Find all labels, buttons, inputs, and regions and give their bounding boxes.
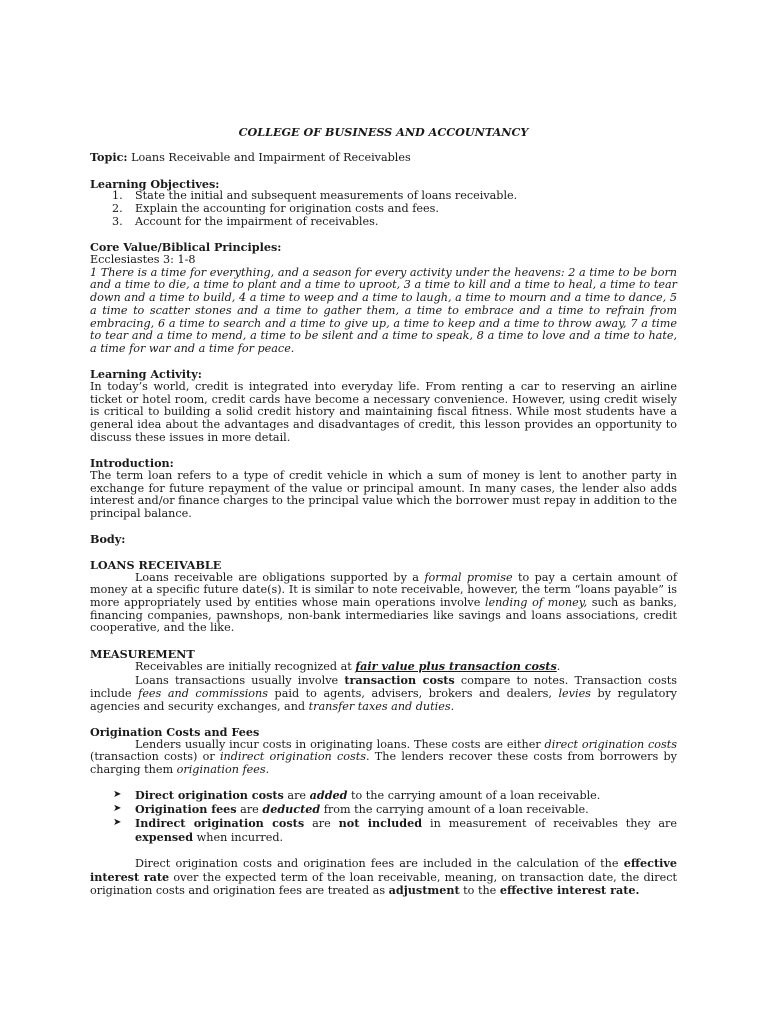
activity-heading: Learning Activity:: [90, 367, 202, 382]
text-run: transfer taxes and duties.: [308, 699, 455, 713]
text-run: adjustment: [388, 883, 460, 898]
text-run: from the carrying amount of a loan receivable.: [320, 803, 589, 817]
body-heading: Body:: [90, 532, 126, 547]
objective-text: State the initial and subsequent measurements of loans receivable.: [135, 189, 518, 203]
text-run: (transaction costs) or: [90, 750, 220, 764]
text-run: to the carrying amount of a loan receivable.: [347, 789, 601, 803]
objectives-heading: Learning Objectives:: [90, 176, 220, 191]
text-run: direct origination costs: [544, 737, 677, 751]
origination-heading: Origination Costs and Fees: [90, 724, 260, 739]
text-run: in measurement of receivables they are: [422, 816, 677, 830]
text-run: . The lenders recover these costs from borrowers by charging them: [90, 750, 677, 777]
college-header: COLLEGE OF BUSINESS AND ACCOUNTANCY: [238, 125, 529, 139]
objectives-list: [90, 190, 677, 228]
text-run: lending of money,: [484, 595, 588, 609]
text-run: fees and commissions: [138, 686, 268, 700]
text-run: formal promise: [424, 570, 513, 584]
text-run: compare to notes. Transaction costs include: [90, 674, 677, 700]
introduction-text: The term loan refers to a type of credit vehicle in which a sum of money is lent to another party in exchange for future repayment of the value or principal amount. In many cases, the lender also adds interest and/or finance charges to the principal value which the borrower must repay in addition to the principal balance.: [90, 468, 677, 521]
arrowhead-bullet-icon: ➤: [113, 803, 122, 815]
origination-bullet-list: [90, 789, 677, 844]
bullet-item: [90, 803, 677, 817]
bullet-item: [90, 789, 677, 803]
text-run: Loans transactions usually involve: [135, 674, 345, 688]
text-run: deducted: [262, 802, 321, 817]
loans-paragraph: [90, 572, 677, 636]
text-run: Indirect origination costs: [135, 815, 305, 830]
objective-item: [90, 216, 677, 229]
text-run: when incurred.: [193, 830, 284, 844]
text-run: Origination fees: [135, 802, 237, 817]
text-run: Direct origination costs and origination fees are included in the calculation of the: [135, 856, 624, 870]
text-run: are: [304, 816, 339, 830]
text-run: by regulatory agencies and security exchanges, and: [90, 686, 678, 713]
text-run: are: [236, 803, 263, 817]
activity-text: In today’s world, credit is integrated into everyday life. From renting a car to reserving an airline ticket or hotel room, credit cards have become a necessary convenience. However, using credit wisely is critical to building a solid credit history and maintaining fiscal fitness. While most students have a general idea about the advantages and disadvantages of credit, this lesson provides an opportunity to discuss these issues in more detail.: [90, 380, 677, 444]
text-run: origination fees.: [176, 763, 270, 777]
core-value-heading: Core Value/Biblical Principles:: [90, 240, 282, 255]
text-run: Lenders usually incur costs in originating loans. These costs are either: [135, 737, 545, 751]
text-run: fair value plus transaction costs: [355, 659, 557, 674]
loans-heading: LOANS RECEIVABLE: [90, 557, 222, 572]
topic-label: Topic:: [90, 150, 128, 165]
scripture-reference: Ecclesiastes 3: 1-8: [90, 252, 196, 266]
arrowhead-bullet-icon: ➤: [113, 816, 122, 828]
introduction-heading: Introduction:: [90, 456, 174, 471]
text-run: levies: [558, 686, 591, 700]
text-run: Loans receivable are obligations supported by a: [135, 570, 425, 584]
text-run: not included: [338, 815, 423, 830]
objective-number: 1.: [112, 189, 123, 203]
measurement-heading: MEASUREMENT: [90, 646, 195, 661]
text-run: added: [309, 788, 348, 803]
bullet-item: [90, 817, 677, 844]
text-run: indirect origination costs: [219, 750, 366, 764]
measurement-paragraph-2: [90, 674, 677, 713]
measurement-paragraph-1: [90, 660, 677, 674]
text-run: .: [556, 660, 561, 674]
text-run: paid to agents, advisers, brokers and dealers,: [267, 686, 559, 700]
origination-paragraph-1: [90, 739, 677, 777]
objective-number: 2.: [112, 202, 123, 216]
text-run: to pay a certain amount of money at a specific future date(s). It is similar to note receivable, however, the term “loans payable” is more appropriately used by entities whose main operations involve: [90, 570, 677, 609]
origination-paragraph-2: [90, 857, 677, 898]
document-page: [90, 126, 677, 898]
arrowhead-bullet-icon: ➤: [113, 789, 122, 801]
text-run: effective interest rate: [90, 855, 677, 884]
text-run: transaction costs: [344, 673, 455, 688]
text-run: to the: [459, 884, 500, 898]
objective-text: Explain the accounting for origination costs and fees.: [135, 202, 439, 216]
text-run: such as banks, financing companies, pawnshops, non-bank intermediaries like savings and loans associations, credit cooperative, and the like.: [90, 595, 677, 635]
scripture-verse: 1 There is a time for everything, and a season for every activity under the heavens: 2 a time to be born and a time to die, a time to plant and a time to uproot, 3 a time to kill and a time to heal, a time to tear down and a time to build, 4 a time to weep and a time to laugh, a time to mourn and a time to dance, 5 a time to scatter stones and a time to gather them, a time to embrace and a time to refrain from embracing, 6 a time to search and a time to give up, a time to keep and a time to throw away, 7 a time to tear and a time to mend, a time to be silent and a time to speak, 8 a time to love and a time to hate, a time for war and a time for peace.: [90, 265, 677, 355]
text-run: Direct origination costs: [135, 788, 284, 803]
objective-text: Account for the impairment of receivables.: [135, 214, 379, 228]
objective-number: 3.: [112, 214, 123, 228]
topic-text: Loans Receivable and Impairment of Receivables: [127, 151, 411, 165]
text-run: are: [283, 789, 310, 803]
text-run: effective interest rate.: [499, 883, 640, 898]
text-run: expensed: [135, 829, 194, 844]
topic-line: [90, 151, 677, 165]
text-run: over the expected term of the loan receivable, meaning, on transaction date, the direct origination costs and origination fees are treated as: [90, 870, 677, 898]
text-run: Receivables are initially recognized at: [135, 660, 356, 674]
